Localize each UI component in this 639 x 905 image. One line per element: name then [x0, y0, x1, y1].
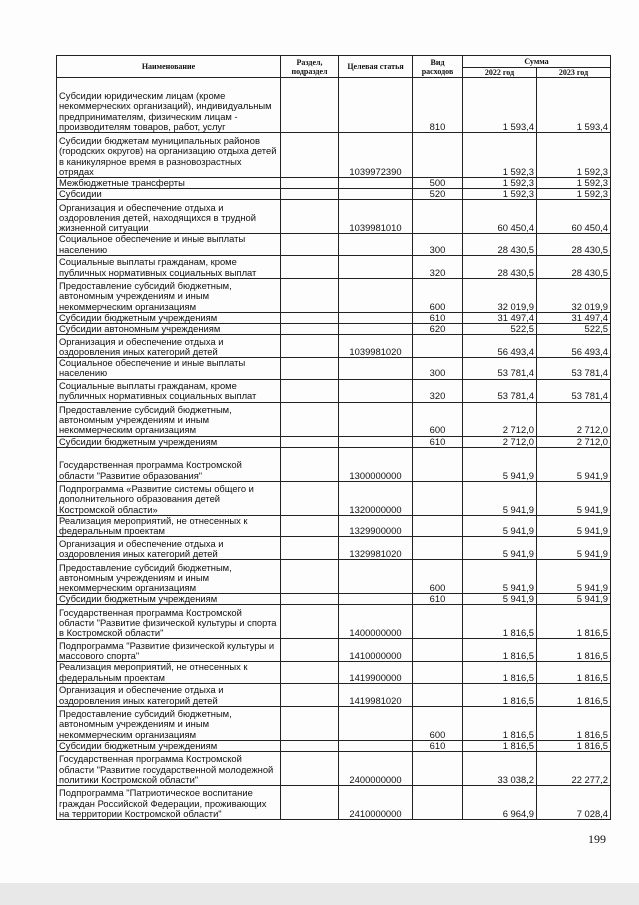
row-section-cell: [281, 594, 339, 605]
row-name-cell: Субсидии: [57, 189, 281, 200]
table-row: [57, 740, 611, 751]
table-row: [57, 234, 611, 255]
row-kind-cell: 600: [413, 706, 463, 740]
table-row: [57, 594, 611, 605]
row-sum-2022-cell: 31 497,4: [463, 312, 537, 323]
row-name-cell: Государственная программа Костромской области "Развитие образования": [57, 447, 281, 481]
row-sum-2023-cell: 2 712,0: [537, 402, 611, 436]
row-sum-2023-cell: 7 028,4: [537, 786, 611, 820]
row-sum-2023-cell: 56 493,4: [537, 335, 611, 358]
row-sum-2022-cell: 56 493,4: [463, 335, 537, 358]
row-target-cell: 1329900000: [339, 515, 413, 536]
header-target: Целевая статья: [339, 56, 413, 78]
row-kind-cell: [413, 515, 463, 536]
row-sum-2022-cell: 1 592,3: [463, 133, 537, 178]
row-sum-2023-cell: 5 941,9: [537, 560, 611, 594]
row-name-cell: Подпрограмма "Патриотическое воспитание граждан Российской Федерации, проживающих на территории Костромской области": [57, 786, 281, 820]
row-sum-2023-cell: 1 816,5: [537, 639, 611, 662]
row-kind-cell: 300: [413, 234, 463, 255]
row-sum-2022-cell: 5 941,9: [463, 481, 537, 515]
row-name-cell: Межбюджетные трансферты: [57, 178, 281, 189]
row-name-cell: Реализация мероприятий, не отнесенных к федеральным проектам: [57, 515, 281, 536]
row-name-cell: Социальные выплаты гражданам, кроме публичных нормативных социальных выплат: [57, 379, 281, 402]
row-name-cell: Государственная программа Костромской области "Развитие государственной молодежной политики Костромской области": [57, 752, 281, 786]
table-row: [57, 178, 611, 189]
row-sum-2023-cell: 53 781,4: [537, 358, 611, 379]
scan-bottom-edge: [0, 883, 639, 905]
header-kind: Вид расходов: [413, 56, 463, 78]
row-section-cell: [281, 447, 339, 481]
row-sum-2022-cell: 60 450,4: [463, 200, 537, 234]
row-name-cell: Организация и обеспечение отдыха и оздоровления иных категорий детей: [57, 683, 281, 706]
row-name-cell: Субсидии автономным учреждениям: [57, 324, 281, 335]
row-sum-2023-cell: 1 592,3: [537, 189, 611, 200]
row-section-cell: [281, 133, 339, 178]
table-row: [57, 312, 611, 323]
row-section-cell: [281, 740, 339, 751]
row-name-cell: Субсидии бюджетным учреждениям: [57, 436, 281, 447]
row-sum-2023-cell: 1 593,4: [537, 78, 611, 133]
row-sum-2022-cell: 5 941,9: [463, 537, 537, 560]
row-section-cell: [281, 324, 339, 335]
row-kind-cell: 600: [413, 278, 463, 312]
row-section-cell: [281, 189, 339, 200]
table-row: [57, 189, 611, 200]
row-sum-2023-cell: 31 497,4: [537, 312, 611, 323]
table-row: [57, 133, 611, 178]
row-target-cell: [339, 324, 413, 335]
row-kind-cell: [413, 481, 463, 515]
header-year-2023: 2023 год: [537, 68, 611, 78]
table-row: [57, 752, 611, 786]
row-sum-2023-cell: 1 816,5: [537, 605, 611, 639]
row-target-cell: [339, 594, 413, 605]
row-sum-2023-cell: 5 941,9: [537, 447, 611, 481]
row-section-cell: [281, 234, 339, 255]
table-row: [57, 605, 611, 639]
row-name-cell: Социальные выплаты гражданам, кроме публичных нормативных социальных выплат: [57, 255, 281, 278]
row-kind-cell: 600: [413, 402, 463, 436]
row-target-cell: [339, 78, 413, 133]
row-target-cell: 1039981020: [339, 335, 413, 358]
row-sum-2023-cell: 5 941,9: [537, 594, 611, 605]
row-sum-2022-cell: 1 593,4: [463, 78, 537, 133]
table-row: [57, 560, 611, 594]
row-sum-2023-cell: 60 450,4: [537, 200, 611, 234]
row-sum-2022-cell: 5 941,9: [463, 560, 537, 594]
table-row: [57, 639, 611, 662]
row-sum-2022-cell: 28 430,5: [463, 255, 537, 278]
row-sum-2022-cell: 1 592,3: [463, 178, 537, 189]
row-target-cell: 1039972390: [339, 133, 413, 178]
row-section-cell: [281, 752, 339, 786]
row-target-cell: [339, 379, 413, 402]
row-name-cell: Предоставление субсидий бюджетным, автономным учреждениям и иным некоммерческим организациям: [57, 560, 281, 594]
row-sum-2023-cell: 5 941,9: [537, 481, 611, 515]
row-name-cell: Подпрограмма «Развитие системы общего и дополнительного образования детей Костромской области»: [57, 481, 281, 515]
row-sum-2022-cell: 5 941,9: [463, 594, 537, 605]
row-name-cell: Социальное обеспечение и иные выплаты населению: [57, 234, 281, 255]
row-kind-cell: [413, 447, 463, 481]
table-row: [57, 447, 611, 481]
row-kind-cell: [413, 683, 463, 706]
row-kind-cell: [413, 786, 463, 820]
row-name-cell: Субсидии бюджетным учреждениям: [57, 312, 281, 323]
row-kind-cell: 320: [413, 255, 463, 278]
row-sum-2023-cell: 1 592,3: [537, 178, 611, 189]
row-sum-2022-cell: 2 712,0: [463, 436, 537, 447]
row-kind-cell: [413, 605, 463, 639]
row-name-cell: Субсидии бюджетам муниципальных районов (городских округов) на организацию отдыха детей в каникулярное время в разновозрастных отрядах: [57, 133, 281, 178]
budget-table: [56, 55, 611, 820]
row-target-cell: [339, 560, 413, 594]
header-name: Наименование: [57, 56, 281, 78]
row-target-cell: [339, 178, 413, 189]
row-target-cell: 2410000000: [339, 786, 413, 820]
row-target-cell: [339, 358, 413, 379]
row-section-cell: [281, 78, 339, 133]
table-row: [57, 358, 611, 379]
row-section-cell: [281, 312, 339, 323]
table-row: [57, 662, 611, 683]
row-target-cell: [339, 402, 413, 436]
row-name-cell: Организация и обеспечение отдыха и оздоровления иных категорий детей: [57, 537, 281, 560]
row-target-cell: 1410000000: [339, 639, 413, 662]
row-target-cell: 1419900000: [339, 662, 413, 683]
table-row: [57, 200, 611, 234]
row-section-cell: [281, 560, 339, 594]
row-sum-2023-cell: 28 430,5: [537, 234, 611, 255]
row-sum-2023-cell: 22 277,2: [537, 752, 611, 786]
row-kind-cell: [413, 133, 463, 178]
table-row: [57, 255, 611, 278]
row-sum-2023-cell: 522,5: [537, 324, 611, 335]
row-target-cell: [339, 436, 413, 447]
row-section-cell: [281, 515, 339, 536]
row-section-cell: [281, 481, 339, 515]
row-sum-2022-cell: 1 816,5: [463, 662, 537, 683]
row-target-cell: 1419981020: [339, 683, 413, 706]
row-target-cell: [339, 278, 413, 312]
row-sum-2022-cell: 522,5: [463, 324, 537, 335]
row-sum-2023-cell: 1 816,5: [537, 740, 611, 751]
row-name-cell: Предоставление субсидий бюджетным, автономным учреждениям и иным некоммерческим организациям: [57, 278, 281, 312]
row-kind-cell: 810: [413, 78, 463, 133]
table-row: [57, 481, 611, 515]
row-target-cell: [339, 740, 413, 751]
row-section-cell: [281, 436, 339, 447]
table-row: [57, 515, 611, 536]
table-row: [57, 402, 611, 436]
row-section-cell: [281, 379, 339, 402]
row-name-cell: Реализация мероприятий, не отнесенных к федеральным проектам: [57, 662, 281, 683]
row-name-cell: Организация и обеспечение отдыха и оздоровления детей, находящихся в трудной жизненной ситуации: [57, 200, 281, 234]
row-name-cell: Государственная программа Костромской области "Развитие физической культуры и спорта в Костромской области": [57, 605, 281, 639]
row-sum-2023-cell: 5 941,9: [537, 515, 611, 536]
row-sum-2022-cell: 1 816,5: [463, 706, 537, 740]
row-target-cell: [339, 189, 413, 200]
table-row: [57, 324, 611, 335]
row-target-cell: [339, 312, 413, 323]
row-name-cell: Субсидии юридическим лицам (кроме некоммерческих организаций), индивидуальным предпринимателям, физическим лицам - производителям товаров, работ, услуг: [57, 78, 281, 133]
row-kind-cell: 610: [413, 740, 463, 751]
table-row: [57, 278, 611, 312]
header-sum: Сумма: [463, 56, 611, 68]
table-row: [57, 78, 611, 133]
row-section-cell: [281, 278, 339, 312]
row-kind-cell: 520: [413, 189, 463, 200]
row-section-cell: [281, 200, 339, 234]
row-section-cell: [281, 537, 339, 560]
header-section: Раздел, подраздел: [281, 56, 339, 78]
row-kind-cell: 320: [413, 379, 463, 402]
row-sum-2023-cell: 2 712,0: [537, 436, 611, 447]
row-section-cell: [281, 786, 339, 820]
row-sum-2022-cell: 53 781,4: [463, 358, 537, 379]
row-kind-cell: 600: [413, 560, 463, 594]
row-name-cell: Предоставление субсидий бюджетным, автономным учреждениям и иным некоммерческим организациям: [57, 402, 281, 436]
page-number: 199: [588, 832, 606, 846]
row-sum-2022-cell: 1 816,5: [463, 683, 537, 706]
row-name-cell: Социальное обеспечение и иные выплаты населению: [57, 358, 281, 379]
row-name-cell: Подпрограмма "Развитие физической культуры и массового спорта": [57, 639, 281, 662]
row-section-cell: [281, 683, 339, 706]
row-kind-cell: [413, 200, 463, 234]
row-target-cell: 1300000000: [339, 447, 413, 481]
row-sum-2023-cell: 28 430,5: [537, 255, 611, 278]
header-year-2022: 2022 год: [463, 68, 537, 78]
row-name-cell: Организация и обеспечение отдыха и оздоровления иных категорий детей: [57, 335, 281, 358]
row-sum-2022-cell: 53 781,4: [463, 379, 537, 402]
row-kind-cell: [413, 662, 463, 683]
table-row: [57, 706, 611, 740]
row-sum-2022-cell: 5 941,9: [463, 515, 537, 536]
row-sum-2023-cell: 53 781,4: [537, 379, 611, 402]
row-target-cell: 1329981020: [339, 537, 413, 560]
row-target-cell: 1400000000: [339, 605, 413, 639]
row-section-cell: [281, 662, 339, 683]
row-section-cell: [281, 605, 339, 639]
row-sum-2022-cell: 6 964,9: [463, 786, 537, 820]
row-kind-cell: [413, 639, 463, 662]
row-section-cell: [281, 358, 339, 379]
row-sum-2022-cell: 1 592,3: [463, 189, 537, 200]
row-section-cell: [281, 335, 339, 358]
row-kind-cell: 610: [413, 312, 463, 323]
row-sum-2022-cell: 1 816,5: [463, 740, 537, 751]
table-row: [57, 537, 611, 560]
row-target-cell: 2400000000: [339, 752, 413, 786]
row-section-cell: [281, 255, 339, 278]
table-row: [57, 683, 611, 706]
row-section-cell: [281, 706, 339, 740]
row-kind-cell: 610: [413, 436, 463, 447]
table-row: [57, 335, 611, 358]
row-kind-cell: 610: [413, 594, 463, 605]
row-section-cell: [281, 639, 339, 662]
row-sum-2022-cell: 2 712,0: [463, 402, 537, 436]
row-sum-2022-cell: 32 019,9: [463, 278, 537, 312]
row-kind-cell: 300: [413, 358, 463, 379]
row-sum-2023-cell: 1 592,3: [537, 133, 611, 178]
row-sum-2023-cell: 5 941,9: [537, 537, 611, 560]
row-target-cell: 1320000000: [339, 481, 413, 515]
row-sum-2023-cell: 1 816,5: [537, 662, 611, 683]
row-section-cell: [281, 402, 339, 436]
row-target-cell: [339, 706, 413, 740]
row-kind-cell: [413, 537, 463, 560]
row-sum-2022-cell: 28 430,5: [463, 234, 537, 255]
row-sum-2022-cell: 33 038,2: [463, 752, 537, 786]
row-kind-cell: [413, 752, 463, 786]
row-sum-2023-cell: 1 816,5: [537, 683, 611, 706]
row-name-cell: Субсидии бюджетным учреждениям: [57, 594, 281, 605]
row-sum-2023-cell: 32 019,9: [537, 278, 611, 312]
row-sum-2022-cell: 1 816,5: [463, 639, 537, 662]
table-row: [57, 379, 611, 402]
row-section-cell: [281, 178, 339, 189]
row-sum-2022-cell: 5 941,9: [463, 447, 537, 481]
table-row: [57, 786, 611, 820]
table-row: [57, 436, 611, 447]
table-body: [57, 78, 611, 820]
row-target-cell: [339, 234, 413, 255]
row-kind-cell: 500: [413, 178, 463, 189]
row-sum-2022-cell: 1 816,5: [463, 605, 537, 639]
row-target-cell: [339, 255, 413, 278]
row-name-cell: Субсидии бюджетным учреждениям: [57, 740, 281, 751]
row-name-cell: Предоставление субсидий бюджетным, автономным учреждениям и иным некоммерческим организациям: [57, 706, 281, 740]
row-kind-cell: 620: [413, 324, 463, 335]
row-kind-cell: [413, 335, 463, 358]
row-target-cell: 1039981010: [339, 200, 413, 234]
row-sum-2023-cell: 1 816,5: [537, 706, 611, 740]
